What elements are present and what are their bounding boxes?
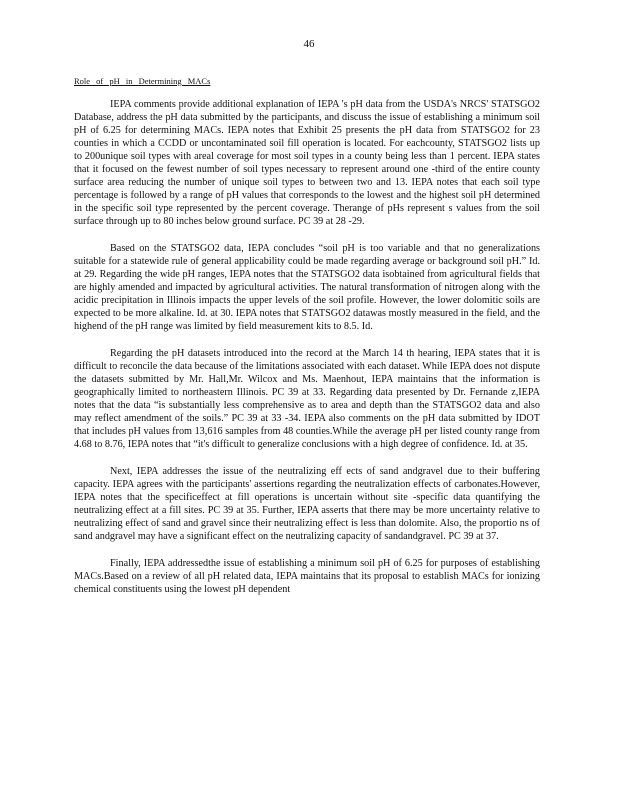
page-number: 46 xyxy=(303,38,315,50)
document-body xyxy=(74,98,540,610)
section-heading: Role of pH in Determining MACs xyxy=(74,76,211,86)
paragraph-2: Based on the STATSGO2 data, IEPA concludes “soil pH is too variable and that no generalizations suitable for a statewide rule of general applicability could be made regarding average or background soil pH.” Id. at 29. Regarding the wide pH ranges, IEPA notes that the STATSGO2 data isobtained from agricultural fields that are highly amended and impacted by agricultural activities. The natural transformation of nitrogen along with the acidic precipitation in Illinois impacts the upper levels of the soil profile. However, the lower dolomitic soils are expected to be more alkaline. Id. at 30. IEPA notes that STATSGO2 datawas mostly measured in the field, and the highend of the pH range was limited by field measurement kits to 8.5. Id. xyxy=(74,243,540,332)
paragraph-3: Regarding the pH datasets introduced into the record at the March 14 th hearing, IEPA states that it is difficult to reconcile the data because of the limitations associated with each dataset. While IEPA does not dispute the datasets submitted by Mr. Hall,Mr. Wilcox and Ms. Maenhout, IEPA maintains that the information is geographically limited to northeastern Illinois. PC 39 at 33. Regarding data presented by Dr. Fernande z,IEPA notes that the data “is substantially less comprehensive as to area and depth than the STATSGO2 data and also may reflect amendment of the soils.” PC 39 at 33 -34. IEPA also comments on the pH data submitted by IDOT that includes pH values from 13,616 samples from 48 counties.While the average pH per listed county range from 4.68 to 8.76, IEPA notes that “it's difficult to generalize conclusions with a high degree of confidence. Id. at 35. xyxy=(74,348,540,450)
paragraph-1: IEPA comments provide additional explanation of IEPA 's pH data from the USDA's NRCS' STATSGO2 Database, address the pH data submitted by the participants, and discuss the issue of establishing a minimum soil pH of 6.25 for determining MACs. IEPA notes that Exhibit 25 presents the pH data from STATSGO2 for 23 counties in which a CCDD or uncontaminated soil fill operation is located. For eachcounty, STATSGO2 lists up to 200unique soil types with areal coverage for most soil types in a county being less than 1 percent. IEPA states that it focused on the fewest number of soil types necessary to represent around one -third of the entire county surface area reducing the number of unique soil types to between two and 13. IEPA notes that each soil type percentage is followed by a range of pH values that corresponds to the lowest and the highest soil pH determined in the specific soil type represented by the percent coverage. Therange of pHs represent s values from the soil surface through up to 80 inches below ground surface. PC 39 at 28 -29. xyxy=(74,99,540,227)
paragraph-4: Next, IEPA addresses the issue of the neutralizing eff ects of sand andgravel due to their buffering capacity. IEPA agrees with the participants' assertions regarding the neutralization effects of carbonates.However, IEPA notes that the specificeffect at fill operations is uncertain without site -specific data quantifying the neutralizing effect at a fill sites. PC 39 at 35. Further, IEPA asserts that there may be more uncertainty relative to neutralizing effect of sand and gravel since their neutralizing effect is less than dolomite. Also, the proportio ns of sand andgravel may have a significant effect on the neutralizing capacity of sandandgravel. PC 39 at 37. xyxy=(74,466,540,542)
paragraph-5: Finally, IEPA addressedthe issue of establishing a minimum soil pH of 6.25 for purposes of establishing MACs.Based on a review of all pH related data, IEPA maintains that its proposal to establish MACs for ionizing chemical constituents using the lowest pH dependent xyxy=(74,558,540,595)
